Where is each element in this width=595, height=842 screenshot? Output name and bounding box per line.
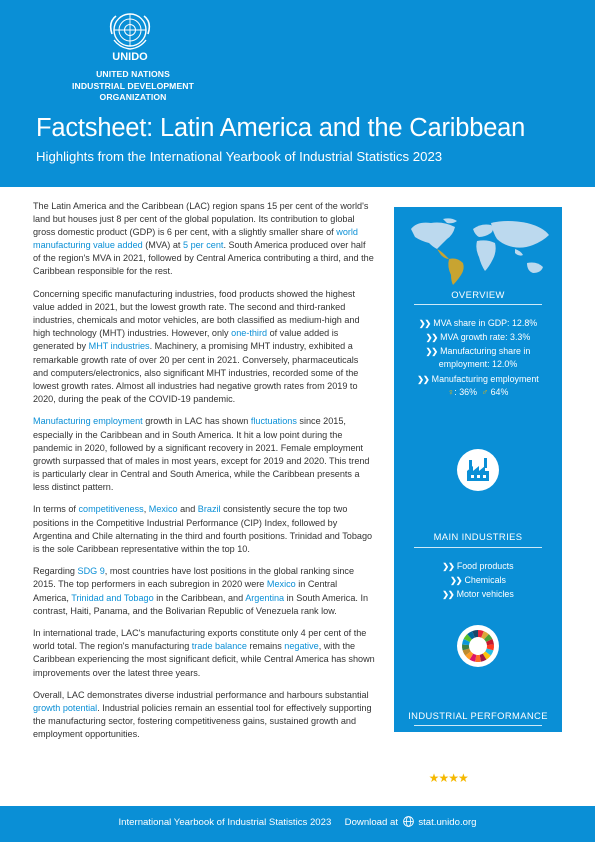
text-run: The Latin America and the Caribbean (LAC) region spans 15 per cent of the world's land but houses just 8 per cent of the global population. Its contribution to global gross domestic product (GDP) is 6 per cent, with a slightly smaller share of bbox=[33, 201, 369, 238]
chevron-right-icon: ❯❯ bbox=[417, 375, 429, 384]
footer-download-label: Download at bbox=[344, 817, 398, 828]
stat-cip-rank bbox=[394, 740, 562, 755]
text-run: , with the Caribbean experiencing the most significant deficit, while Central America has shown improvements over the latest three years. bbox=[33, 641, 375, 678]
paragraph-intro bbox=[33, 200, 375, 279]
paragraph-employment bbox=[33, 415, 375, 494]
industry-label: Chemicals bbox=[464, 575, 506, 585]
overview-divider bbox=[414, 304, 542, 305]
text-run: in the Caribbean, and bbox=[153, 592, 246, 603]
text-run: . South America produced over half of the region's MVA in 2021, followed by Central America contributing a third, and the Caribbean responsible for the rest. bbox=[33, 240, 374, 277]
paragraph-trade bbox=[33, 627, 375, 679]
link-trade-balance[interactable]: trade balance bbox=[191, 641, 247, 652]
org-line-2: INDUSTRIAL DEVELOPMENT ORGANIZATION bbox=[72, 80, 194, 102]
star-empty-icon: ★ bbox=[506, 771, 518, 785]
link-world-mva[interactable]: world manufacturing value added bbox=[33, 227, 358, 251]
link-one-third[interactable]: one-third bbox=[231, 328, 268, 339]
text-run: remains bbox=[246, 641, 285, 652]
industry-label: Motor vehicles bbox=[456, 589, 514, 599]
org-line-1: UNITED NATIONS bbox=[96, 69, 170, 79]
overview-heading: OVERVIEW bbox=[451, 289, 505, 300]
text-run: consistently secure the top two positions in the Competitive Industrial Performance (CIP) Index, followed by Argentina and Chile alternating in the third and fourth positions. Trinidad and Tobago is the sole Caribbean representative within the top 10. bbox=[33, 504, 373, 554]
star-empty-icon: ★ bbox=[497, 771, 508, 785]
text-run: and bbox=[177, 504, 198, 515]
industrial-performance-heading: INDUSTRIAL PERFORMANCE bbox=[408, 710, 548, 721]
paragraph-competitiveness bbox=[33, 503, 375, 555]
unido-logo bbox=[104, 10, 156, 62]
text-run: of value added is generated by bbox=[33, 328, 339, 352]
industries-divider bbox=[414, 547, 542, 548]
performance-divider bbox=[414, 725, 542, 726]
stat-mfg-employment bbox=[394, 373, 562, 386]
text-run: (MVA) at bbox=[142, 240, 183, 251]
link-5-per-cent[interactable]: 5 per cent bbox=[182, 240, 224, 251]
header-banner bbox=[0, 0, 595, 187]
footer-url-link[interactable]: stat.unido.org bbox=[418, 817, 477, 828]
text-run: Concerning specific manufacturing industries, food products showed the highest value added in 2021, but the lowest growth rate. The second and third-ranked industries, chemicals and motor vehicles, are both classified as medium-high and high technology (MHT) industries. However, only bbox=[33, 289, 360, 339]
link-mexico[interactable]: Mexico bbox=[148, 504, 178, 515]
star-filled-icon: ★ bbox=[438, 771, 450, 785]
stat-mfg-share bbox=[394, 345, 562, 358]
link-negative[interactable]: negative bbox=[284, 641, 319, 652]
star-empty-icon: ★ bbox=[467, 771, 479, 785]
organization-name bbox=[38, 69, 228, 104]
male-icon: ♂ bbox=[481, 387, 489, 397]
paragraph-conclusion bbox=[33, 689, 375, 741]
chevron-right-icon: ❯❯ bbox=[425, 333, 438, 342]
paragraph-industries bbox=[33, 288, 375, 406]
industry-label: Food products bbox=[456, 561, 514, 571]
stat-text: Manufacturing employment bbox=[431, 374, 539, 384]
sdg-text: SDG Industry Index: bbox=[445, 755, 526, 765]
stat-mva-growth bbox=[394, 331, 562, 344]
chevron-right-icon: ❯❯ bbox=[442, 590, 454, 599]
logo-text: UNIDO bbox=[112, 51, 148, 62]
star-empty-icon: ★ bbox=[487, 771, 499, 785]
globe-icon bbox=[403, 816, 414, 827]
link-fluctuations[interactable]: fluctuations bbox=[250, 416, 297, 427]
text-run: . Industrial policies remain an essential tool for effectively supporting the manufacturing sector, fostering competitiveness gains, sustained growth and employment opportunities. bbox=[33, 703, 372, 740]
cip-suffix: th bbox=[536, 743, 542, 749]
text-run: . Machinery, a promising MHT industry, exhibited a remarkable growth rate of over 20 per cent in 2021. Conversely, pharmaceuticals and computers/electronics, also significant MHT industries, recorded some of the lowest growth rates. Almost all industries had negative growth rates from 2019 to 2020, during the peak of the COVID-19 pandemic. bbox=[33, 341, 359, 404]
female-share: 36% bbox=[459, 387, 477, 397]
stat-sdg-index bbox=[394, 754, 562, 767]
chevron-right-icon: ❯❯ bbox=[425, 347, 438, 356]
link-argentina[interactable]: Argentina bbox=[245, 592, 285, 603]
chevron-right-icon: ❯❯ bbox=[450, 576, 462, 585]
stat-mva-gdp bbox=[394, 317, 562, 330]
key-figures-sidebar bbox=[394, 207, 562, 732]
star-filled-icon: ★ bbox=[428, 771, 440, 785]
sdg-star-rating bbox=[394, 767, 562, 786]
star-filled-icon: ★ bbox=[457, 771, 469, 785]
text-run: since 2015, especially in the Caribbean and in South America. It hit a low point during the pandemic in 2020, followed by a significant recovery in 2021. Female employment growth surpassed that of males in most years, except for 2019 and 2020. This trend is particularly clear in Central and South America, while the Caribbean presents a less distinct pattern. bbox=[33, 416, 370, 492]
text-run: , most countries have lost positions in the global ranking since 2015. The top performers in each subregion in 2020 were bbox=[33, 566, 355, 590]
stat-text: Manufacturing share in bbox=[440, 346, 531, 356]
text-run: In international trade, LAC's manufacturing exports constitute only 4 per cent of the world total. The region's manufacturing bbox=[33, 628, 367, 652]
main-text bbox=[33, 200, 375, 751]
star-filled-icon: ★ bbox=[448, 771, 459, 785]
link-trinidad-tobago[interactable]: Trinidad and Tobago bbox=[71, 592, 154, 603]
link-sdg-9[interactable]: SDG 9 bbox=[77, 566, 105, 577]
page-title: Factsheet: Latin America and the Caribbean bbox=[36, 114, 526, 142]
link-competitiveness[interactable]: competitiveness bbox=[78, 504, 144, 515]
stat-gender-split: ♀: 36% ♂ 64% bbox=[447, 387, 509, 397]
text-run: In terms of bbox=[33, 504, 79, 515]
female-icon: ♀ bbox=[447, 387, 455, 397]
industry-item bbox=[394, 560, 562, 573]
stat-text: MVA share in GDP: 12.8% bbox=[433, 318, 538, 328]
stat-mfg-share-cont: employment: 12.0% bbox=[438, 359, 518, 369]
link-mexico-sdg[interactable]: Mexico bbox=[266, 579, 296, 590]
link-mht-industries[interactable]: MHT industries bbox=[88, 341, 150, 352]
link-manufacturing-employment[interactable]: Manufacturing employment bbox=[33, 416, 143, 427]
industry-item bbox=[394, 574, 562, 587]
male-share: 64% bbox=[490, 387, 509, 397]
star-empty-icon: ★ bbox=[516, 771, 528, 785]
page-subtitle: Highlights from the International Yearbook of Industrial Statistics 2023 bbox=[36, 149, 443, 164]
footer-publication: International Yearbook of Industrial Statistics 2023 bbox=[118, 817, 332, 828]
main-industries-heading: MAIN INDUSTRIES bbox=[433, 531, 523, 542]
footer-banner bbox=[0, 806, 595, 842]
industry-item bbox=[394, 588, 562, 601]
star-empty-icon: ★ bbox=[477, 771, 489, 785]
text-run: Regarding bbox=[33, 566, 78, 577]
chevron-right-icon: ❯❯ bbox=[430, 756, 443, 765]
chevron-right-icon: ❯❯ bbox=[414, 743, 426, 753]
link-brazil[interactable]: Brazil bbox=[197, 504, 221, 515]
link-growth-potential[interactable]: growth potential bbox=[33, 703, 98, 714]
chevron-right-icon: ❯❯ bbox=[418, 319, 431, 328]
world-map-icon bbox=[403, 215, 553, 287]
text-run: growth in LAC has shown bbox=[142, 416, 251, 427]
factory-icon bbox=[457, 449, 499, 491]
text-run: , bbox=[143, 504, 149, 515]
text-run: in Central America, bbox=[33, 579, 338, 603]
cip-text: CIP Index average rank: 46 bbox=[428, 742, 537, 753]
paragraph-sdg9 bbox=[33, 565, 375, 617]
chevron-right-icon: ❯❯ bbox=[442, 562, 454, 571]
text-run: in South America. In contrast, Haiti, Panama, and the Bolivarian Republic of Venezuela rank low. bbox=[33, 592, 369, 616]
stat-text: MVA growth rate: 3.3% bbox=[440, 332, 531, 342]
text-run: Overall, LAC demonstrates diverse industrial performance and harbours substantial bbox=[33, 690, 369, 701]
sdg-wheel-icon bbox=[457, 625, 499, 667]
footer-line bbox=[0, 817, 595, 828]
